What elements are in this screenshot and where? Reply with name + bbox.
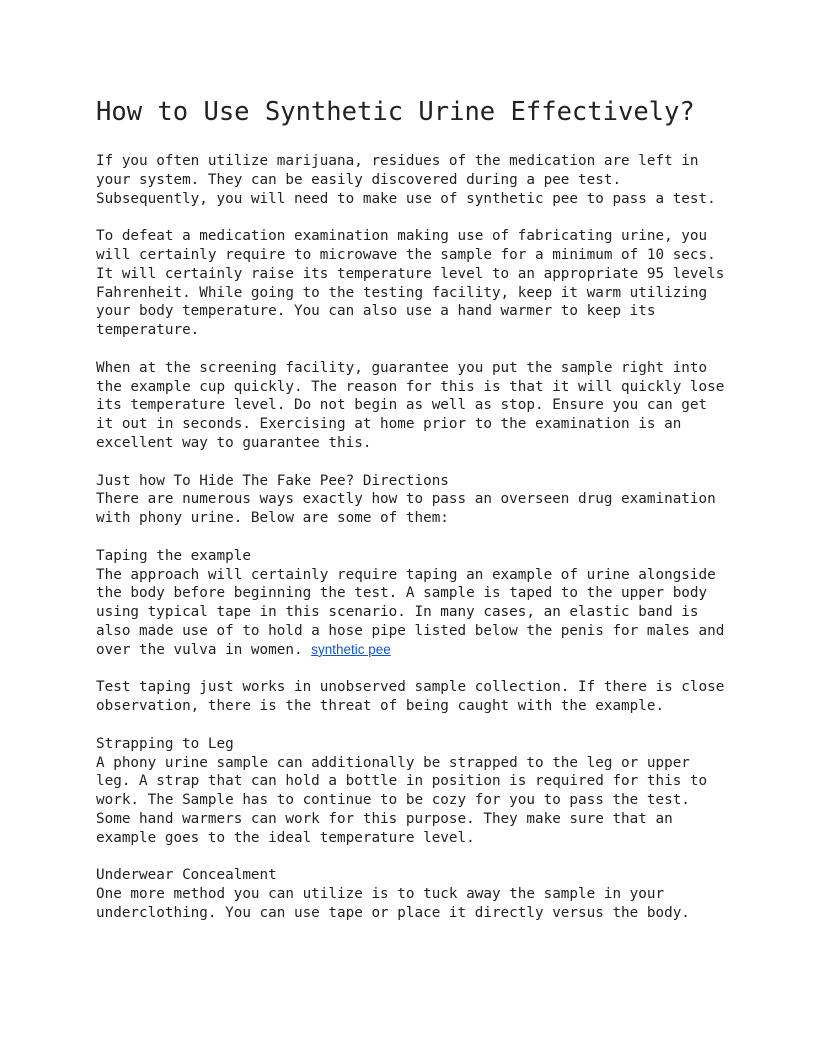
document-page bbox=[96, 96, 726, 941]
directions-section bbox=[96, 472, 726, 528]
page-title: How to Use Synthetic Urine Effectively? bbox=[96, 97, 695, 127]
taping-body: The approach will certainly require taping an example of urine alongside the body before beginning the test. A sample is taped to the upper body using typical tape in this scenario. In many cases, an elastic band is also made use of to hold a hose pipe listed below the penis for males and over the vulva in women. bbox=[96, 566, 725, 658]
screening-paragraph: When at the screening facility, guarantee you put the sample right into the example cup quickly. The reason for this is that it will quickly lose its temperature level. Do not begin as well as stop. Ensure you can get it out in seconds. Exercising at home prior to the examination is an excellent way to guarantee this. bbox=[96, 359, 725, 451]
strapping-body: A phony urine sample can additionally be strapped to the leg or upper leg. A strap that can hold a bottle in position is required for this to work. The Sample has to continue to be cozy for you to pass the test. Some hand warmers can work for this purpose. They make sure that an example goes to the ideal temperature level. bbox=[96, 754, 708, 846]
underwear-heading: Underwear Concealment bbox=[96, 867, 277, 884]
intro-paragraph: If you often utilize marijuana, residues of the medication are left in your system. They can be easily discovered during a pee test. Subsequently, you will need to make use of synthetic pee to pass a test. bbox=[96, 153, 716, 207]
strapping-heading: Strapping to Leg bbox=[96, 735, 234, 752]
directions-body: There are numerous ways exactly how to pass an overseen drug examination with phony urine. Below are some of them: bbox=[96, 491, 716, 527]
synthetic-pee-link[interactable]: synthetic pee bbox=[311, 641, 391, 657]
directions-heading: Just how To Hide The Fake Pee? Directions bbox=[96, 472, 449, 489]
underwear-section bbox=[96, 866, 726, 922]
taping-heading: Taping the example bbox=[96, 547, 251, 564]
microwave-paragraph: To defeat a medication examination making use of fabricating urine, you will certainly require to microwave the sample for a minimum of 10 secs. It will certainly raise its temperature level to an appropriate 95 levels Fahrenheit. While going to the testing facility, keep it warm utilizing your body temperature. You can also use a hand warmer to keep its temperature. bbox=[96, 228, 725, 339]
underwear-body: One more method you can utilize is to tuck away the sample in your underclothing. You can use tape or place it directly versus the body. bbox=[96, 886, 690, 921]
taping-followup-paragraph: Test taping just works in unobserved sample collection. If there is close observation, there is the threat of being caught with the example. bbox=[96, 679, 725, 715]
strapping-section bbox=[96, 735, 726, 848]
taping-section bbox=[96, 547, 726, 660]
